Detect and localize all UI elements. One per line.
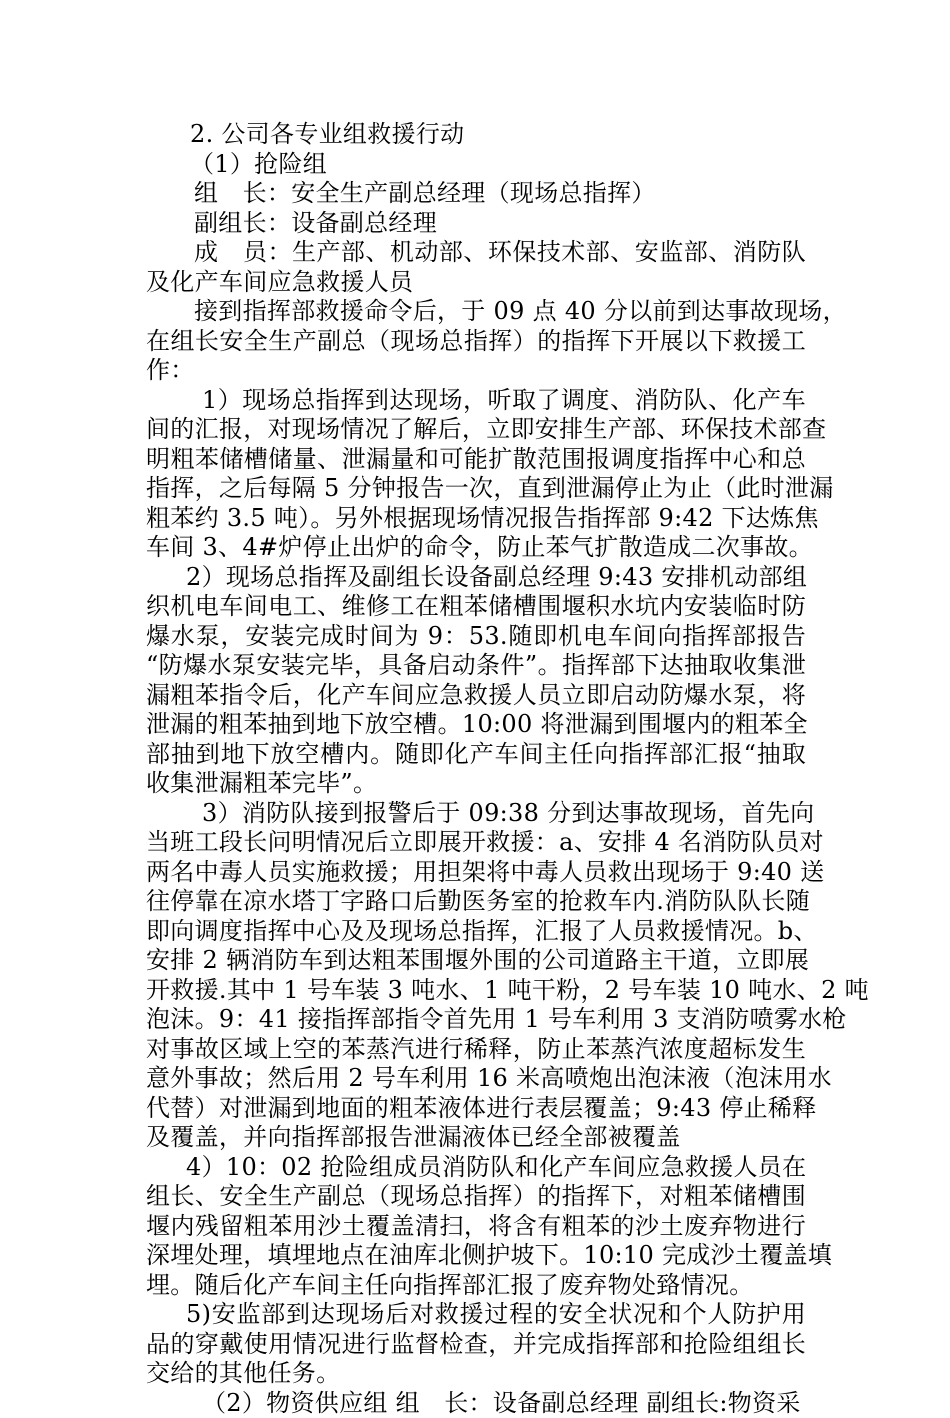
step-2-line: 泄漏的粗苯抽到地下放空槽。10:00 将泄漏到围堰内的粗苯全 xyxy=(146,710,806,740)
step-1-line: 明粗苯储槽储量、泄漏量和可能扩散范围报调度指挥中心和总 xyxy=(146,445,806,475)
step-4-line: 深埋处理，填埋地点在油库北侧护坡下。10:10 完成沙土覆盖填 xyxy=(146,1241,806,1271)
step-1-line: 1）现场总指挥到达现场，听取了调度、消防队、化产车 xyxy=(146,386,806,416)
step-2-line: 爆水泵，安装完成时间为 9：53.随即机电车间向指挥部报告 xyxy=(146,622,806,652)
step-2-line: 收集泄漏粗苯完毕”。 xyxy=(146,769,806,799)
section-heading-line: 2. 公司各专业组救援行动 xyxy=(146,120,806,150)
step-3-line: 即向调度指挥中心及及现场总指挥，汇报了人员救援情况。b、 xyxy=(146,917,806,947)
document-page xyxy=(146,120,806,1418)
step-2-line: 漏粗苯指令后，化产车间应急救援人员立即启动防爆水泵，将 xyxy=(146,681,806,711)
step-1-line: 粗苯约 3.5 吨）。另外根据现场情况报告指挥部 9:42 下达炼焦 xyxy=(146,504,806,534)
step-5-line: 交给的其他任务。 xyxy=(146,1359,806,1389)
step-1-line: 指挥，之后每隔 5 分钟报告一次，直到泄漏停止为止（此时泄漏 xyxy=(146,474,806,504)
group-leader-line: 组 长：安全生产副总经理（现场总指挥） xyxy=(146,179,806,209)
step-3-line: 开救援.其中 1 号车装 3 吨水、1 吨干粉，2 号车装 10 吨水、2 吨 xyxy=(146,976,806,1006)
step-5-line: 品的穿戴使用情况进行监督检查，并完成指挥部和抢险组组长 xyxy=(146,1330,806,1360)
step-3-line: 当班工段长问明情况后立即展开救援：a、安排 4 名消防队员对 xyxy=(146,828,806,858)
step-4-line: 埋。随后化产车间主任向指挥部汇报了废弃物处臵情况。 xyxy=(146,1271,806,1301)
intro-paragraph-line: 接到指挥部救援命令后，于 09 点 40 分以前到达事故现场， xyxy=(146,297,806,327)
step-1-line: 间的汇报，对现场情况了解后，立即安排生产部、环保技术部查 xyxy=(146,415,806,445)
step-1-line: 车间 3、4#炉停止出炉的命令，防止苯气扩散造成二次事故。 xyxy=(146,533,806,563)
step-4-line: 组长、安全生产副总（现场总指挥）的指挥下，对粗苯储槽围 xyxy=(146,1182,806,1212)
subsection-rescue-group-line: （1）抢险组 xyxy=(146,150,806,180)
step-4-line: 堰内残留粗苯用沙土覆盖清扫，将含有粗苯的沙土废弃物进行 xyxy=(146,1212,806,1242)
step-2-line: “防爆水泵安装完毕，具备启动条件”。指挥部下达抽取收集泄 xyxy=(146,651,806,681)
step-3-line: 往停靠在凉水塔丁字路口后勤医务室的抢救车内.消防队队长随 xyxy=(146,887,806,917)
step-3-line: 对事故区域上空的苯蒸汽进行稀释，防止苯蒸汽浓度超标发生 xyxy=(146,1035,806,1065)
step-3-line: 泡沫。9：41 接指挥部指令首先用 1 号车利用 3 支消防喷雾水枪 xyxy=(146,1005,806,1035)
step-3-line: 两名中毒人员实施救援；用担架将中毒人员救出现场于 9:40 送 xyxy=(146,858,806,888)
subsection-supply-group-line: （2）物资供应组 组 长：设备副总经理 副组长:物资采 xyxy=(146,1389,806,1418)
intro-paragraph-line: 在组长安全生产副总（现场总指挥）的指挥下开展以下救援工 xyxy=(146,327,806,357)
step-5-line: 5)安监部到达现场后对救援过程的安全状况和个人防护用 xyxy=(146,1300,806,1330)
members-line: 成 员：生产部、机动部、环保技术部、安监部、消防队 xyxy=(146,238,806,268)
step-3-line: 3）消防队接到报警后于 09:38 分到达事故现场，首先向 xyxy=(146,799,806,829)
step-2-line: 2）现场总指挥及副组长设备副总经理 9:43 安排机动部组 xyxy=(146,563,806,593)
step-2-line: 织机电车间电工、维修工在粗苯储槽围堰积水坑内安装临时防 xyxy=(146,592,806,622)
step-4-line: 4）10：02 抢险组成员消防队和化产车间应急救援人员在 xyxy=(146,1153,806,1183)
step-3-line: 及覆盖，并向指挥部报告泄漏液体已经全部被覆盖 xyxy=(146,1123,806,1153)
intro-paragraph-line: 作： xyxy=(146,356,806,386)
deputy-leader-line: 副组长：设备副总经理 xyxy=(146,209,806,239)
step-3-line: 安排 2 辆消防车到达粗苯围堰外围的公司道路主干道，立即展 xyxy=(146,946,806,976)
members-line: 及化产车间应急救援人员 xyxy=(146,268,806,298)
step-3-line: 意外事故；然后用 2 号车利用 16 米高喷炮出泡沫液（泡沫用水 xyxy=(146,1064,806,1094)
step-3-line: 代替）对泄漏到地面的粗苯液体进行表层覆盖；9:43 停止稀释 xyxy=(146,1094,806,1124)
step-2-line: 部抽到地下放空槽内。随即化产车间主任向指挥部汇报“抽取 xyxy=(146,740,806,770)
